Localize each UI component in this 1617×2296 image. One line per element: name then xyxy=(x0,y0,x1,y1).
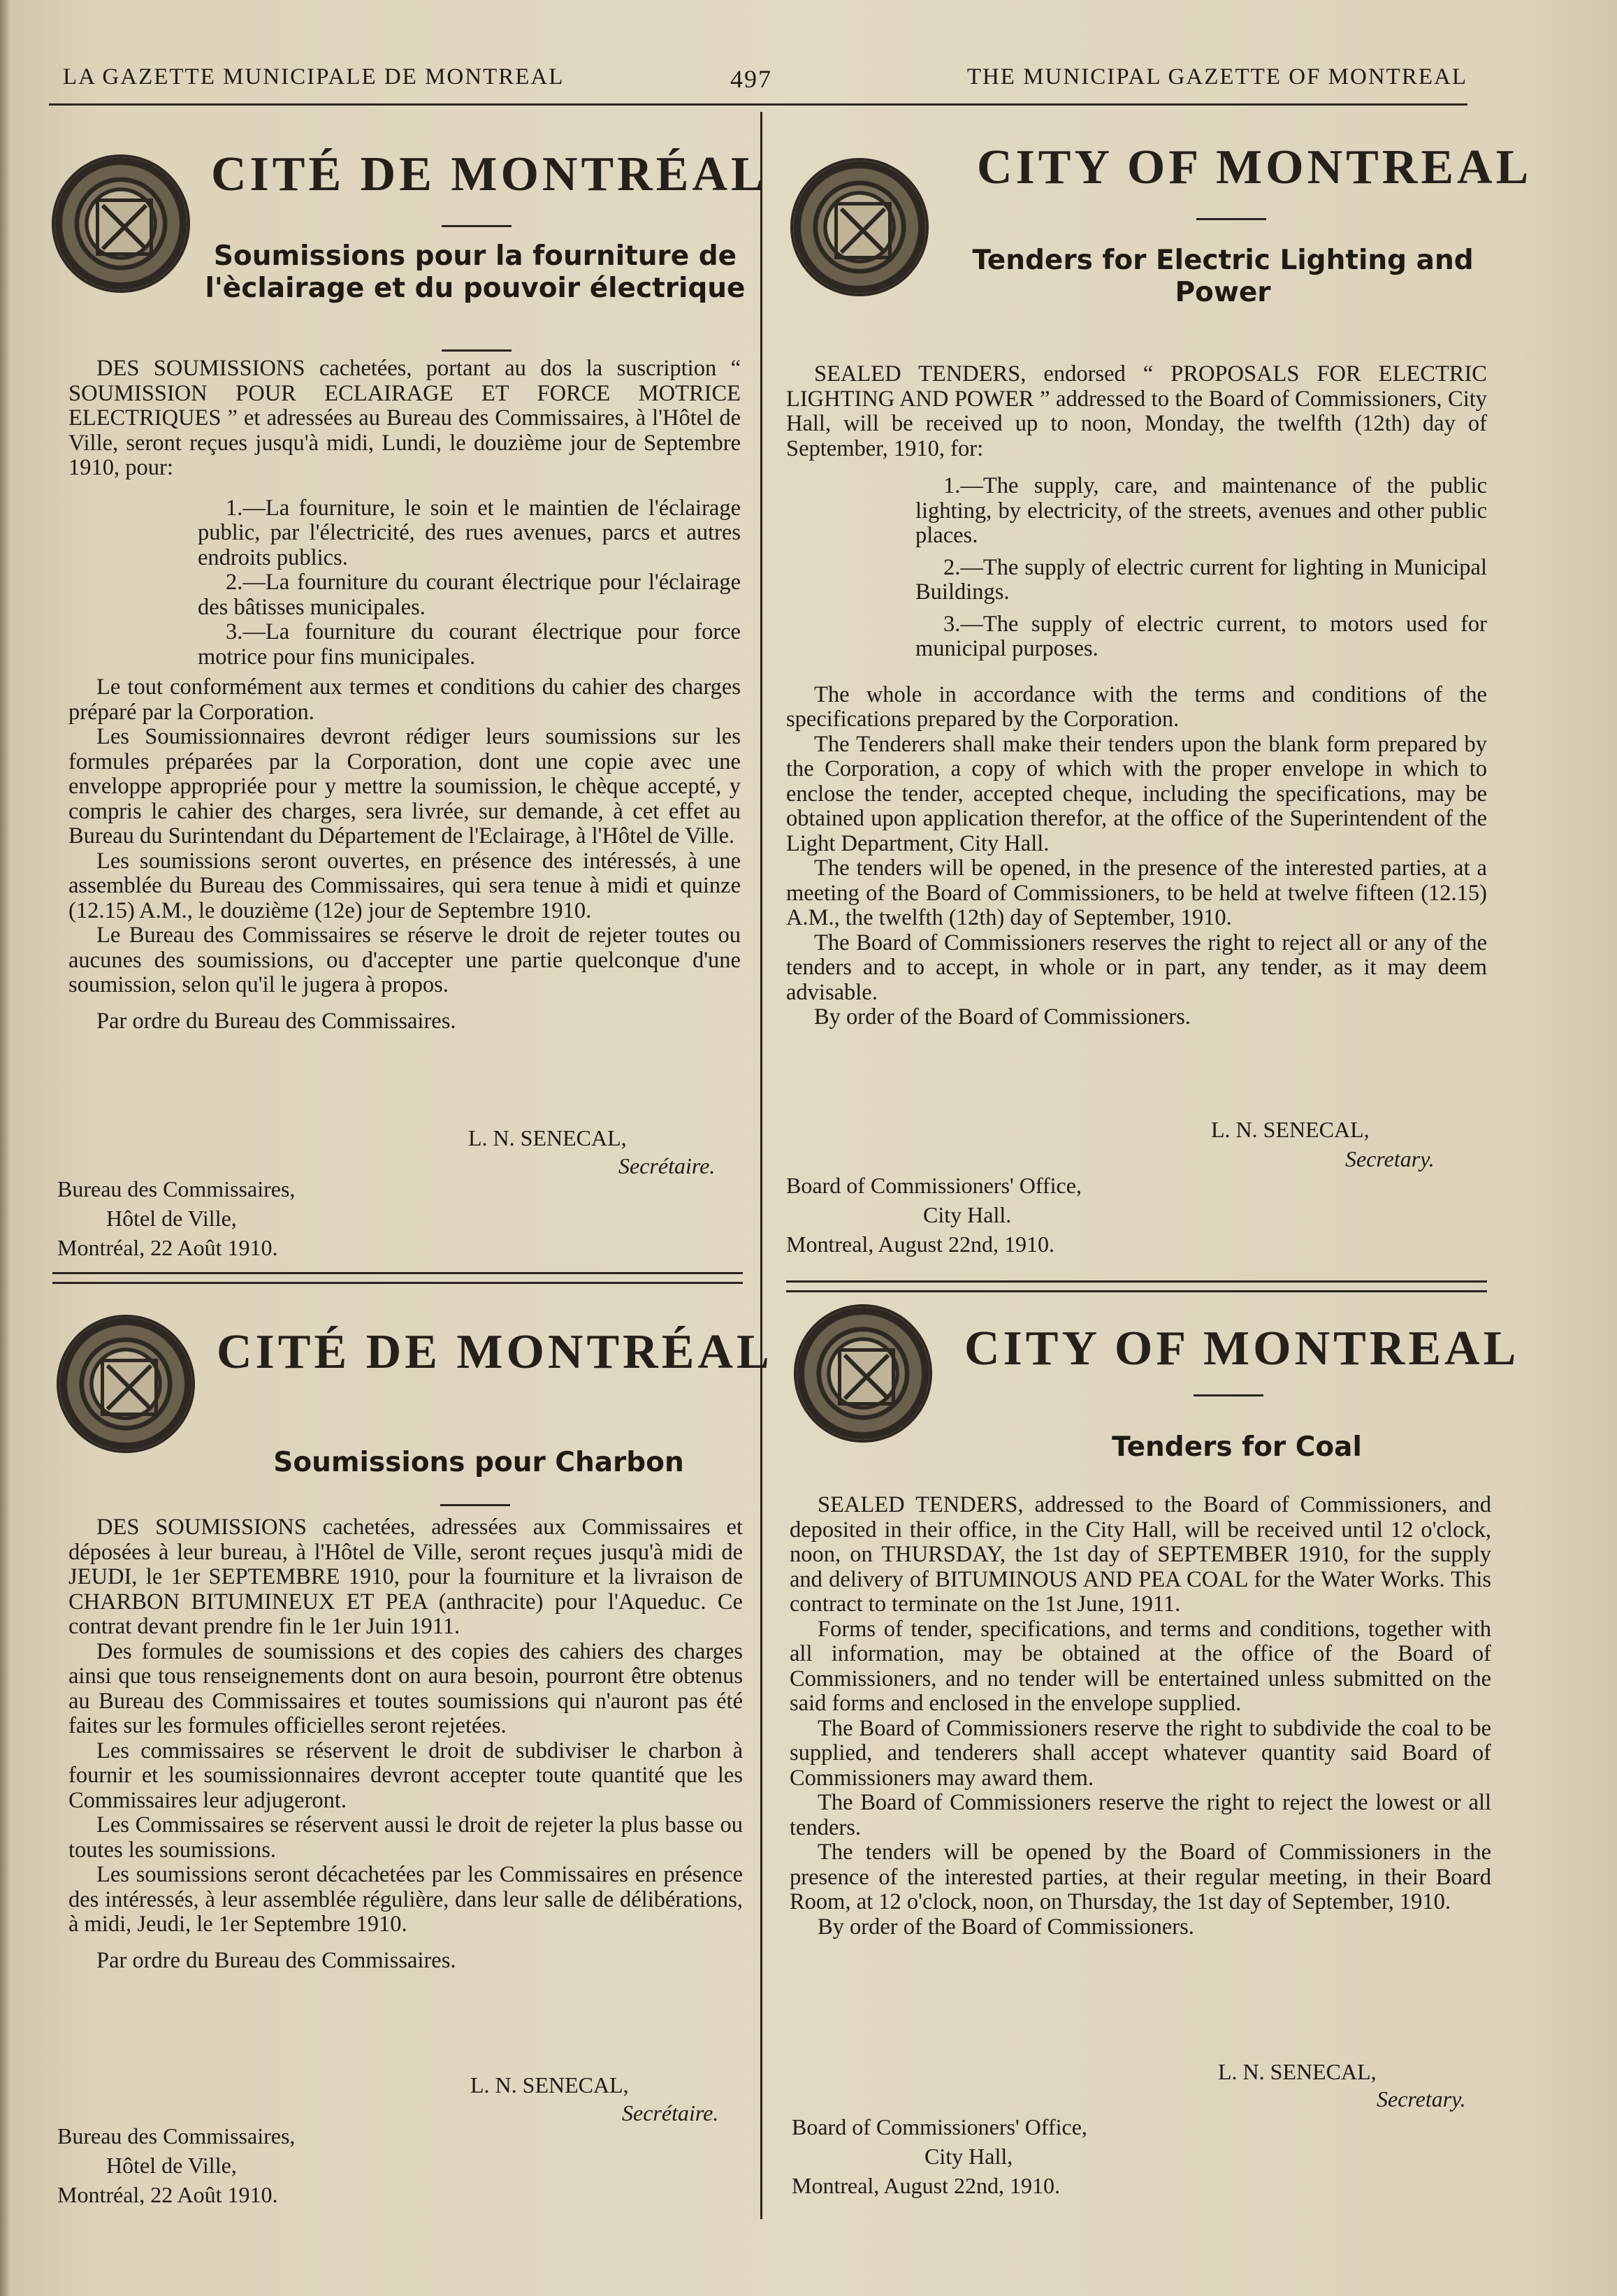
paragraph: The Board of Commissioners reserve the right to subdivide the coal to be supplied, and tenderers shall accept whatever quantity said Board of Commissioners may award them. xyxy=(790,1715,1491,1791)
page-number: 497 xyxy=(730,65,772,93)
paragraph: The Board of Commissioners reserves the right to reject all or any of the tenders and to accept, in whole or in part, any tender, as it may deem advisable. xyxy=(786,930,1487,1005)
paragraph: Le tout conformément aux termes et conditions du cahier des charges préparé par la Corporation. xyxy=(68,674,741,725)
notice-subtitle: Tenders for Electric Lighting and Power xyxy=(972,245,1474,308)
signature: L. N. SENECAL, xyxy=(468,1125,627,1150)
notice-title: CITY OF MONTREAL xyxy=(964,1322,1520,1376)
title-rule xyxy=(1196,218,1266,220)
running-header xyxy=(49,64,1467,106)
notice-title: CITÉ DE MONTRÉAL xyxy=(217,1325,773,1379)
office-line: Hôtel de Ville, xyxy=(106,1206,237,1231)
list-item: 1.—La fourniture, le soin et le maintien de l'éclairage public, par l'électricité, des rues avenues, parcs et autres endroits publics. xyxy=(198,495,741,570)
paragraph: The whole in accordance with the terms and conditions of the specifications prepared by the Corporation. xyxy=(786,681,1487,732)
paragraph: By order of the Board of Commissioners. xyxy=(814,1004,1191,1030)
office-address xyxy=(792,2112,1087,2200)
paragraph: The Board of Commissioners reserve the right to reject the lowest or all tenders. xyxy=(790,1790,1491,1840)
office-line: Montreal, August 22nd, 1910. xyxy=(792,2173,1060,2198)
office-line: Bureau des Commissaires, xyxy=(57,1176,296,1201)
notice-title: CITY OF MONTREAL xyxy=(977,140,1532,194)
paragraph: Des formules de soumissions et des copies des cahiers des charges ainsi que tous renseignements dont on aura besoin, pourront être obtenus au Bureau des Commissaires et toutes soumissions qui n'auront pas été faites sur les formules officielles seront rejetées. xyxy=(68,1638,743,1738)
office-address xyxy=(57,1174,295,1262)
city-seal-icon xyxy=(797,1307,929,1440)
paragraph: SEALED TENDERS, addressed to the Board of Commissioners, and deposited in their office, in the City Hall, will be received until 12 o'clock, noon, on THURSDAY, the 1st day of SEPTEMBER 1910, for the supply and delivery of BITUMINOUS AND PEA COAL for the Water Works. This contract to terminate on the 1st June, 1911. xyxy=(790,1492,1491,1617)
office-line: Bureau des Commissaires, xyxy=(57,2123,296,2149)
paragraph: The tenders will be opened by the Board of Commissioners in the presence of the interested parties, at their regular meeting, in their Board Room, at 12 o'clock, noon, on Thursday, the 1st day of September, 1910. xyxy=(790,1840,1491,1914)
city-seal-icon xyxy=(55,157,187,290)
signature-title: Secrétaire. xyxy=(618,1153,716,1178)
paragraph: Les soumissions seront ouvertes, en présence des intéressés, à une assemblée du Bureau des Commissaires, qui sera tenue à midi et quinze (12.15) A.M., le douzième (12e) jour de Septembre 1910. xyxy=(68,848,741,923)
paragraph: Les Commissaires se réservent aussi le droit de rejeter la plus basse ou toutes les soumissions. xyxy=(68,1812,743,1863)
office-line: Hôtel de Ville, xyxy=(106,2153,237,2178)
list-item: 1.—The supply, care, and maintenance of the public lighting, by electricity, of the streets, avenues and other public places. xyxy=(915,473,1487,548)
list-item: 3.—La fourniture du courant électrique pour force motrice pour fins municipales. xyxy=(198,619,741,670)
book-spine-shadow xyxy=(0,0,10,2296)
notice-body xyxy=(68,356,741,1034)
header-french-title: LA GAZETTE MUNICIPALE DE MONTREAL xyxy=(63,64,565,89)
notice-subtitle: Tenders for Coal xyxy=(1112,1431,1362,1463)
list-item: 2.—La fourniture du courant électrique pour l'éclairage des bâtisses municipales. xyxy=(198,570,741,620)
notice-title: CITÉ DE MONTRÉAL xyxy=(211,147,767,201)
column-divider xyxy=(760,112,762,2219)
signature: L. N. SENECAL, xyxy=(470,2072,629,2098)
paragraph: Forms of tender, specifications, and terms and conditions, together with all information, may be obtained at the office of the Board of Commissioners, and no tender will be entertained unless submitted on the said forms and enclosed in the envelope supplied. xyxy=(790,1616,1491,1716)
paragraph: Le Bureau des Commissaires se réserve le droit de rejeter toutes ou aucunes des soumissions, ou d'accepter une partie quelconque d'une soumission, selon qu'il le jugera à propos. xyxy=(68,923,741,997)
paragraph: Les commissaires se réservent le droit de subdiviser le charbon à fournir et les soumissionnaires devront accepter toute quantité que les Commissaires leur adjugeront. xyxy=(68,1738,743,1813)
office-line: Board of Commissioners' Office, xyxy=(792,2114,1087,2139)
header-rule xyxy=(49,103,1467,106)
office-line: Board of Commissioners' Office, xyxy=(786,1173,1082,1198)
office-line: City Hall, xyxy=(924,2144,1013,2169)
paragraph: The Tenderers shall make their tenders upon the blank form prepared by the Corporation, a copy of which with the proper envelope in which to enclose the tender, accepted cheque, including the specifications, may be obtained upon application therefor, at the office of the Superintendent of the Light Department, City Hall. xyxy=(786,731,1487,856)
paragraph: Par ordre du Bureau des Commissaires. xyxy=(96,1008,456,1034)
section-rule xyxy=(52,1272,743,1284)
notice-subtitle: Soumissions pour la fourniture de l'èclairage et du pouvoir électrique xyxy=(205,240,746,304)
signature-title: Secretary. xyxy=(1377,2086,1466,2111)
paragraph: Les Soumissionnaires devront rédiger leurs soumissions sur les formules préparées par la Corporation, dont une copie avec une enveloppe appropriée pour y mettre la soumission, le chèque accepté, y compris le cahier des charges, sera livrée, sur demande, à cet effet au Bureau du Surintendant du Département de l'Eclairage, à l'Hôtel de Ville. xyxy=(68,724,741,849)
office-line: City Hall. xyxy=(923,1202,1012,1227)
signature: L. N. SENECAL, xyxy=(1218,2059,1377,2084)
header-english-title: THE MUNICIPAL GAZETTE OF MONTREAL xyxy=(966,64,1467,89)
city-seal-icon xyxy=(793,161,926,294)
paragraph: Les soumissions seront décachetées par les Commissaires en présence des intéressés, à leur assemblée régulière, dans leur salle de délibérations, à midi, Jeudi, le 1er Septembre 1910. xyxy=(68,1862,743,1937)
signature: L. N. SENECAL, xyxy=(1211,1117,1370,1142)
section-rule xyxy=(786,1280,1487,1292)
signature-title: Secrétaire. xyxy=(622,2100,719,2125)
signature-title: Secretary. xyxy=(1345,1146,1435,1171)
subtitle-rule xyxy=(442,349,512,352)
paragraph: The tenders will be opened, in the presence of the interested parties, at a meeting of the Board of Commissioners, to be held at twelve fifteen (12.15) A.M., the twelfth (12th) day of September, 1910. xyxy=(786,855,1487,930)
notice-subtitle: Soumissions pour Charbon xyxy=(273,1447,684,1478)
office-address xyxy=(57,2121,295,2209)
notice-body xyxy=(68,1515,743,1973)
list-item: 2.—The supply of electric current for lighting in Municipal Buildings. xyxy=(915,554,1487,605)
notice-body xyxy=(786,362,1487,1030)
title-rule xyxy=(1194,1394,1263,1396)
paragraph: Par ordre du Bureau des Commissaires. xyxy=(96,1947,456,1973)
list-item: 3.—The supply of electric current, to motors used for municipal purposes. xyxy=(915,611,1487,661)
office-line: Montréal, 22 Août 1910. xyxy=(57,1235,278,1260)
paragraph: DES SOUMISSIONS cachetées, portant au dos la suscription “ SOUMISSION POUR ECLAIRAGE ET FORCE MOTRICE ELECTRIQUES ” et adressées au Bureau des Commissaires, à l'Hôtel de Ville, seront reçues jusqu'à midi, Lundi, le douzième jour de Septembre 1910, pour: xyxy=(68,356,741,480)
office-line: Montréal, 22 Août 1910. xyxy=(57,2182,278,2207)
office-address xyxy=(786,1171,1082,1259)
title-rule xyxy=(442,225,512,227)
city-seal-icon xyxy=(59,1317,192,1450)
subtitle-rule xyxy=(440,1504,510,1506)
notice-body xyxy=(790,1493,1491,1940)
office-line: Montreal, August 22nd, 1910. xyxy=(786,1232,1054,1257)
paragraph: DES SOUMISSIONS cachetées, adressées aux Commissaires et déposées à leur bureau, à l'Hôtel de Ville, seront reçues jusqu'à midi de JEUDI, le 1er SEPTEMBRE 1910, pour la fourniture et la livraison de CHARBON BITUMINEUX ET PEA (anthracite) pour l'Aqueduc. Ce contrat devant prendre fin le 1er Juin 1911. xyxy=(68,1515,743,1639)
paragraph: By order of the Board of Commissioners. xyxy=(818,1914,1194,1940)
paragraph: SEALED TENDERS, endorsed “ PROPOSALS FOR ELECTRIC LIGHTING AND POWER ” addressed to the Board of Commissioners, City Hall, will be received up to noon, Monday, the twelfth (12th) day of September, 1910, for: xyxy=(786,361,1487,461)
